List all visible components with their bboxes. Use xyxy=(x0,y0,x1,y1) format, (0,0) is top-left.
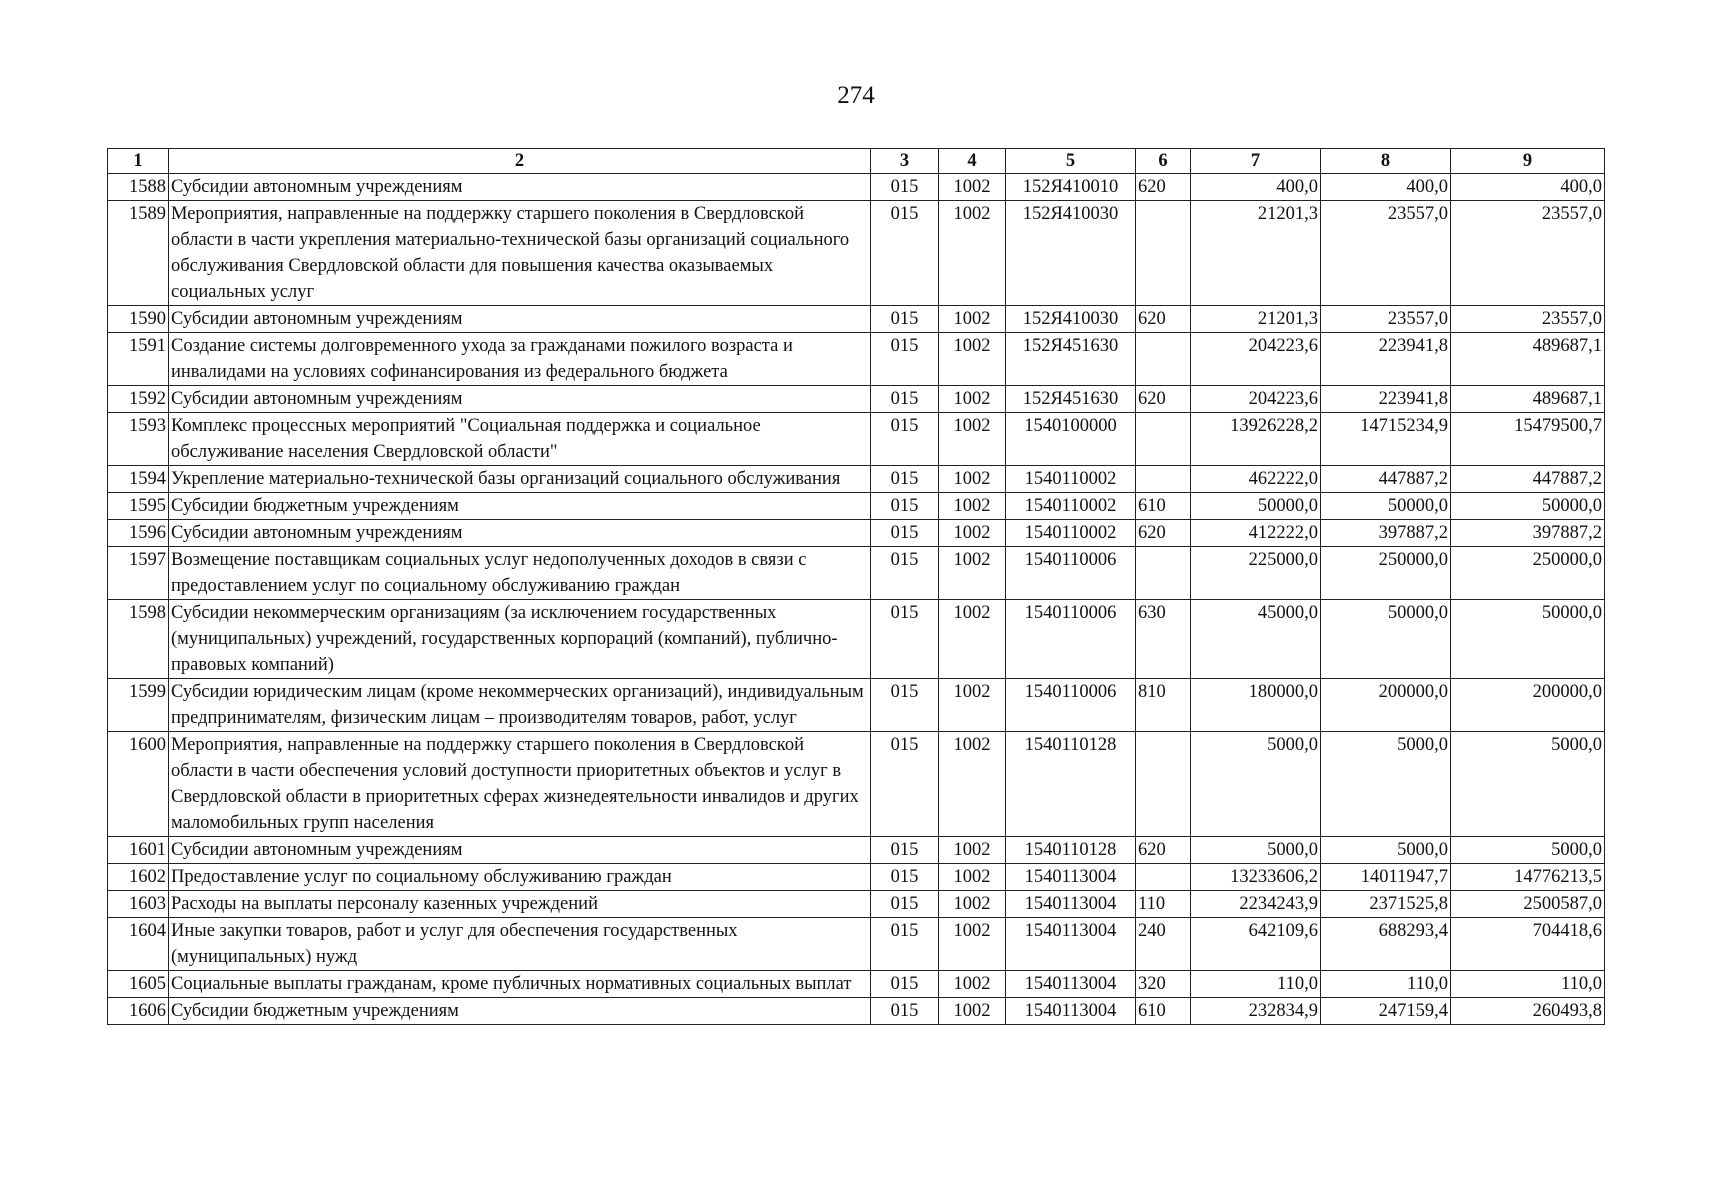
row-number: 1606 xyxy=(108,998,169,1025)
row-value-year2: 14011947,7 xyxy=(1321,864,1451,891)
row-expense-type: 240 xyxy=(1136,918,1191,971)
column-header: 7 xyxy=(1191,149,1321,174)
column-header: 4 xyxy=(939,149,1006,174)
row-admin-code: 015 xyxy=(871,891,939,918)
row-section-code: 1002 xyxy=(939,600,1006,679)
row-value-year1: 225000,0 xyxy=(1191,547,1321,600)
row-target-code: 152Я410030 xyxy=(1006,306,1136,333)
row-expense-type: 810 xyxy=(1136,679,1191,732)
table-row xyxy=(108,891,1605,918)
row-expense-type: 630 xyxy=(1136,600,1191,679)
row-value-year2: 400,0 xyxy=(1321,174,1451,201)
row-name: Предоставление услуг по социальному обслуживанию граждан xyxy=(169,864,871,891)
row-value-year1: 5000,0 xyxy=(1191,837,1321,864)
row-section-code: 1002 xyxy=(939,333,1006,386)
row-value-year3: 110,0 xyxy=(1451,971,1605,998)
row-value-year2: 200000,0 xyxy=(1321,679,1451,732)
row-value-year1: 2234243,9 xyxy=(1191,891,1321,918)
row-value-year2: 223941,8 xyxy=(1321,386,1451,413)
row-number: 1599 xyxy=(108,679,169,732)
row-name: Субсидии бюджетным учреждениям xyxy=(169,998,871,1025)
row-expense-type: 610 xyxy=(1136,998,1191,1025)
row-name: Создание системы долговременного ухода за гражданами пожилого возраста и инвалидами на условиях софинансирования из федерального бюджета xyxy=(169,333,871,386)
row-admin-code: 015 xyxy=(871,971,939,998)
row-name: Субсидии автономным учреждениям xyxy=(169,386,871,413)
row-admin-code: 015 xyxy=(871,201,939,306)
row-name: Комплекс процессных мероприятий "Социальная поддержка и социальное обслуживание населения Свердловской области" xyxy=(169,413,871,466)
row-target-code: 1540110002 xyxy=(1006,466,1136,493)
row-name: Возмещение поставщикам социальных услуг недополученных доходов в связи с предоставлением услуг по социальному обслуживанию граждан xyxy=(169,547,871,600)
column-header: 6 xyxy=(1136,149,1191,174)
row-expense-type xyxy=(1136,333,1191,386)
table-row xyxy=(108,201,1605,306)
row-value-year1: 45000,0 xyxy=(1191,600,1321,679)
row-value-year3: 250000,0 xyxy=(1451,547,1605,600)
row-value-year3: 200000,0 xyxy=(1451,679,1605,732)
row-admin-code: 015 xyxy=(871,998,939,1025)
table-row xyxy=(108,971,1605,998)
row-value-year3: 2500587,0 xyxy=(1451,891,1605,918)
row-admin-code: 015 xyxy=(871,600,939,679)
row-value-year1: 5000,0 xyxy=(1191,732,1321,837)
table-row xyxy=(108,306,1605,333)
row-expense-type xyxy=(1136,201,1191,306)
row-name: Субсидии некоммерческим организациям (за исключением государственных (муниципальных) учреждений, государственных корпораций (компаний), публично-правовых компаний) xyxy=(169,600,871,679)
row-value-year2: 5000,0 xyxy=(1321,732,1451,837)
row-value-year2: 247159,4 xyxy=(1321,998,1451,1025)
row-value-year2: 50000,0 xyxy=(1321,600,1451,679)
row-target-code: 1540113004 xyxy=(1006,971,1136,998)
row-number: 1605 xyxy=(108,971,169,998)
row-name: Расходы на выплаты персоналу казенных учреждений xyxy=(169,891,871,918)
row-expense-type xyxy=(1136,466,1191,493)
row-target-code: 1540113004 xyxy=(1006,864,1136,891)
row-value-year2: 50000,0 xyxy=(1321,493,1451,520)
row-number: 1593 xyxy=(108,413,169,466)
row-value-year1: 13926228,2 xyxy=(1191,413,1321,466)
row-section-code: 1002 xyxy=(939,201,1006,306)
row-expense-type: 620 xyxy=(1136,306,1191,333)
table-row xyxy=(108,413,1605,466)
row-value-year3: 260493,8 xyxy=(1451,998,1605,1025)
row-admin-code: 015 xyxy=(871,386,939,413)
row-value-year1: 204223,6 xyxy=(1191,333,1321,386)
row-value-year3: 50000,0 xyxy=(1451,600,1605,679)
column-header: 1 xyxy=(108,149,169,174)
row-value-year2: 397887,2 xyxy=(1321,520,1451,547)
table-row xyxy=(108,547,1605,600)
row-expense-type: 620 xyxy=(1136,386,1191,413)
row-section-code: 1002 xyxy=(939,547,1006,600)
row-target-code: 152Я451630 xyxy=(1006,386,1136,413)
row-admin-code: 015 xyxy=(871,520,939,547)
row-section-code: 1002 xyxy=(939,971,1006,998)
row-value-year1: 232834,9 xyxy=(1191,998,1321,1025)
column-header: 3 xyxy=(871,149,939,174)
row-name: Мероприятия, направленные на поддержку старшего поколения в Свердловской области в части обеспечения условий доступности приоритетных объектов и услуг в Свердловской области в приоритетных сферах жизнедеятельности инвалидов и других маломобильных групп населения xyxy=(169,732,871,837)
row-admin-code: 015 xyxy=(871,493,939,520)
row-value-year2: 223941,8 xyxy=(1321,333,1451,386)
row-value-year3: 489687,1 xyxy=(1451,386,1605,413)
row-name: Субсидии автономным учреждениям xyxy=(169,174,871,201)
row-target-code: 1540110128 xyxy=(1006,732,1136,837)
row-value-year1: 412222,0 xyxy=(1191,520,1321,547)
row-value-year2: 23557,0 xyxy=(1321,201,1451,306)
row-number: 1603 xyxy=(108,891,169,918)
row-section-code: 1002 xyxy=(939,679,1006,732)
row-value-year2: 5000,0 xyxy=(1321,837,1451,864)
row-value-year3: 489687,1 xyxy=(1451,333,1605,386)
table-row xyxy=(108,333,1605,386)
row-admin-code: 015 xyxy=(871,864,939,891)
row-name: Мероприятия, направленные на поддержку старшего поколения в Свердловской области в части укрепления материально-технической базы организаций социального обслуживания Свердловской области для повышения качества оказываемых социальных услуг xyxy=(169,201,871,306)
row-number: 1604 xyxy=(108,918,169,971)
table-row xyxy=(108,466,1605,493)
row-section-code: 1002 xyxy=(939,998,1006,1025)
row-value-year2: 688293,4 xyxy=(1321,918,1451,971)
table-body xyxy=(108,174,1605,1025)
row-admin-code: 015 xyxy=(871,732,939,837)
row-expense-type: 620 xyxy=(1136,520,1191,547)
table-row xyxy=(108,493,1605,520)
row-admin-code: 015 xyxy=(871,547,939,600)
row-section-code: 1002 xyxy=(939,732,1006,837)
row-value-year2: 23557,0 xyxy=(1321,306,1451,333)
row-value-year2: 110,0 xyxy=(1321,971,1451,998)
row-target-code: 1540110006 xyxy=(1006,600,1136,679)
row-target-code: 1540113004 xyxy=(1006,918,1136,971)
row-value-year3: 14776213,5 xyxy=(1451,864,1605,891)
row-admin-code: 015 xyxy=(871,837,939,864)
row-name: Субсидии автономным учреждениям xyxy=(169,837,871,864)
row-admin-code: 015 xyxy=(871,679,939,732)
page-number: 274 xyxy=(837,82,875,109)
row-target-code: 1540113004 xyxy=(1006,998,1136,1025)
row-target-code: 1540110006 xyxy=(1006,547,1136,600)
column-header: 5 xyxy=(1006,149,1136,174)
row-section-code: 1002 xyxy=(939,413,1006,466)
row-target-code: 1540110128 xyxy=(1006,837,1136,864)
row-value-year2: 447887,2 xyxy=(1321,466,1451,493)
column-header: 2 xyxy=(169,149,871,174)
table-row xyxy=(108,600,1605,679)
row-value-year3: 397887,2 xyxy=(1451,520,1605,547)
row-value-year3: 23557,0 xyxy=(1451,201,1605,306)
row-expense-type: 620 xyxy=(1136,837,1191,864)
row-number: 1590 xyxy=(108,306,169,333)
row-number: 1592 xyxy=(108,386,169,413)
row-value-year3: 15479500,7 xyxy=(1451,413,1605,466)
row-value-year2: 2371525,8 xyxy=(1321,891,1451,918)
row-section-code: 1002 xyxy=(939,493,1006,520)
row-target-code: 1540110006 xyxy=(1006,679,1136,732)
row-section-code: 1002 xyxy=(939,520,1006,547)
row-number: 1600 xyxy=(108,732,169,837)
row-admin-code: 015 xyxy=(871,333,939,386)
row-value-year2: 250000,0 xyxy=(1321,547,1451,600)
row-admin-code: 015 xyxy=(871,306,939,333)
row-value-year1: 21201,3 xyxy=(1191,201,1321,306)
row-name: Иные закупки товаров, работ и услуг для обеспечения государственных (муниципальных) нужд xyxy=(169,918,871,971)
row-section-code: 1002 xyxy=(939,837,1006,864)
row-admin-code: 015 xyxy=(871,174,939,201)
row-target-code: 1540113004 xyxy=(1006,891,1136,918)
row-value-year3: 704418,6 xyxy=(1451,918,1605,971)
row-section-code: 1002 xyxy=(939,386,1006,413)
row-value-year3: 447887,2 xyxy=(1451,466,1605,493)
row-number: 1602 xyxy=(108,864,169,891)
row-expense-type: 110 xyxy=(1136,891,1191,918)
row-target-code: 1540110002 xyxy=(1006,493,1136,520)
table-header-row xyxy=(108,149,1605,174)
row-value-year3: 5000,0 xyxy=(1451,837,1605,864)
column-header: 8 xyxy=(1321,149,1451,174)
row-admin-code: 015 xyxy=(871,918,939,971)
row-number: 1597 xyxy=(108,547,169,600)
row-number: 1591 xyxy=(108,333,169,386)
row-target-code: 152Я410010 xyxy=(1006,174,1136,201)
row-value-year1: 21201,3 xyxy=(1191,306,1321,333)
row-number: 1596 xyxy=(108,520,169,547)
row-target-code: 1540110002 xyxy=(1006,520,1136,547)
row-section-code: 1002 xyxy=(939,918,1006,971)
row-expense-type xyxy=(1136,864,1191,891)
row-name: Субсидии юридическим лицам (кроме некоммерческих организаций), индивидуальным предпринимателям, физическим лицам – производителям товаров, работ, услуг xyxy=(169,679,871,732)
table-row xyxy=(108,837,1605,864)
row-name: Субсидии бюджетным учреждениям xyxy=(169,493,871,520)
row-number: 1588 xyxy=(108,174,169,201)
row-number: 1589 xyxy=(108,201,169,306)
row-value-year3: 50000,0 xyxy=(1451,493,1605,520)
row-value-year3: 5000,0 xyxy=(1451,732,1605,837)
row-value-year1: 13233606,2 xyxy=(1191,864,1321,891)
row-number: 1598 xyxy=(108,600,169,679)
table-row xyxy=(108,998,1605,1025)
row-admin-code: 015 xyxy=(871,413,939,466)
row-expense-type xyxy=(1136,732,1191,837)
row-section-code: 1002 xyxy=(939,306,1006,333)
row-value-year1: 110,0 xyxy=(1191,971,1321,998)
row-target-code: 1540100000 xyxy=(1006,413,1136,466)
table-row xyxy=(108,174,1605,201)
row-value-year1: 462222,0 xyxy=(1191,466,1321,493)
row-name: Укрепление материально-технической базы организаций социального обслуживания xyxy=(169,466,871,493)
row-section-code: 1002 xyxy=(939,864,1006,891)
row-admin-code: 015 xyxy=(871,466,939,493)
row-expense-type xyxy=(1136,413,1191,466)
row-value-year3: 400,0 xyxy=(1451,174,1605,201)
table-row xyxy=(108,864,1605,891)
row-number: 1601 xyxy=(108,837,169,864)
row-value-year1: 50000,0 xyxy=(1191,493,1321,520)
row-value-year1: 180000,0 xyxy=(1191,679,1321,732)
table-row xyxy=(108,918,1605,971)
table-row xyxy=(108,679,1605,732)
row-name: Социальные выплаты гражданам, кроме публичных нормативных социальных выплат xyxy=(169,971,871,998)
row-section-code: 1002 xyxy=(939,891,1006,918)
row-section-code: 1002 xyxy=(939,466,1006,493)
row-value-year2: 14715234,9 xyxy=(1321,413,1451,466)
row-target-code: 152Я451630 xyxy=(1006,333,1136,386)
row-expense-type xyxy=(1136,547,1191,600)
row-name: Субсидии автономным учреждениям xyxy=(169,306,871,333)
row-expense-type: 320 xyxy=(1136,971,1191,998)
table-row xyxy=(108,732,1605,837)
budget-table xyxy=(107,148,1605,1025)
table-row xyxy=(108,520,1605,547)
row-target-code: 152Я410030 xyxy=(1006,201,1136,306)
row-value-year1: 642109,6 xyxy=(1191,918,1321,971)
row-value-year1: 204223,6 xyxy=(1191,386,1321,413)
row-section-code: 1002 xyxy=(939,174,1006,201)
row-number: 1595 xyxy=(108,493,169,520)
table-row xyxy=(108,386,1605,413)
row-number: 1594 xyxy=(108,466,169,493)
row-value-year1: 400,0 xyxy=(1191,174,1321,201)
row-expense-type: 620 xyxy=(1136,174,1191,201)
row-name: Субсидии автономным учреждениям xyxy=(169,520,871,547)
row-expense-type: 610 xyxy=(1136,493,1191,520)
row-value-year3: 23557,0 xyxy=(1451,306,1605,333)
column-header: 9 xyxy=(1451,149,1605,174)
